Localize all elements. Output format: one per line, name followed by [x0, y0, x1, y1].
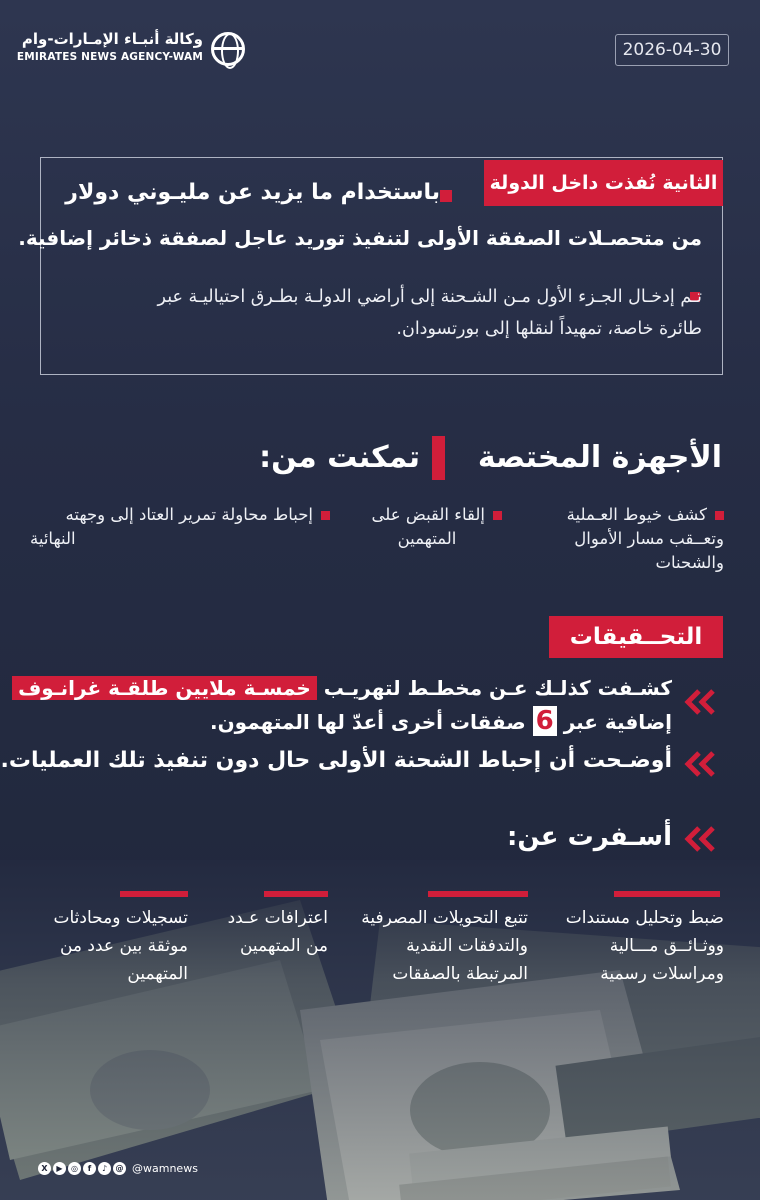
result-line: اعترافات عـدد — [227, 908, 328, 928]
result-line: موثقة بين عدد من — [59, 936, 188, 956]
threads-icon[interactable]: @ — [113, 1162, 126, 1175]
x-icon[interactable]: X — [38, 1162, 51, 1175]
item-line: المتهمين — [397, 529, 457, 548]
authorities-item — [352, 503, 502, 551]
bullet-square-icon — [440, 190, 452, 202]
globe-icon — [211, 32, 245, 66]
investigation-line-3: أوضـحت أن إحباط الشحنة الأولى حال دون تنفيذ تلك العمليات. — [0, 748, 672, 773]
item-line: كشف خيوط العـملية — [566, 505, 707, 524]
highlight-number: 6 — [533, 706, 557, 736]
item-line: والشحنات — [655, 553, 724, 572]
tiktok-icon[interactable]: ♪ — [98, 1162, 111, 1175]
investigations-tag: التحــقيقات — [549, 616, 723, 658]
result-item — [208, 904, 328, 960]
item-line: إلقاء القبض على — [371, 505, 485, 524]
box-line-4: طائرة خاصة، تمهيداً لنقلها إلى بورتسودان. — [396, 319, 702, 339]
double-chevron-icon — [683, 688, 721, 716]
wam-logo — [16, 30, 245, 70]
investigation-line-2 — [210, 706, 672, 736]
item-line: النهائية — [30, 529, 76, 548]
result-line: تسجيلات ومحادثات — [53, 908, 188, 928]
authorities-heading-a: الأجهزة المختصة — [477, 440, 722, 475]
item-line: إحباط محاولة تمرير العتاد إلى وجهته — [65, 505, 313, 524]
social-handle[interactable]: @wamnews — [132, 1161, 198, 1175]
result-bar — [614, 891, 720, 897]
investigation-text: كشـفت كذلـك عـن مخطـط لتهريـب — [316, 676, 672, 700]
logo-arabic-text: وكالة أنبـاء الإمـارات-وام — [21, 30, 203, 48]
facebook-icon[interactable]: f — [83, 1162, 96, 1175]
box-headline: باستخدام ما يزيد عن مليـوني دولار — [65, 180, 440, 205]
investigation-line-1 — [12, 676, 672, 700]
bullet-square-icon — [715, 511, 724, 520]
result-line: المتهمين — [127, 964, 188, 984]
box-line-3: تـم إدخـال الجـزء الأول مـن الشـحنة إلى أراضي الدولـة بطـرق احتياليـة عبر — [157, 287, 702, 307]
result-line: ضبط وتحليل مستندات — [565, 908, 724, 928]
item-line: وتعــقب مسار الأموال — [574, 529, 724, 548]
logo-english-text: EMIRATES NEWS AGENCY-WAM — [16, 51, 203, 63]
authorities-item — [524, 503, 724, 575]
bullet-square-icon — [321, 511, 330, 520]
heading-divider-bar — [432, 436, 445, 480]
investigation-highlight: خمسـة ملايين طلقـة غرانـوف — [12, 676, 317, 700]
double-chevron-icon — [683, 750, 721, 778]
investigation-text: إضافية عبر — [563, 710, 672, 734]
result-item — [18, 904, 188, 988]
date-text: 2026-04-30 — [622, 40, 722, 60]
result-item — [534, 904, 724, 988]
youtube-icon[interactable]: ▶ — [53, 1162, 66, 1175]
date-badge — [615, 34, 729, 66]
results-heading: أسـفرت عن: — [507, 822, 672, 852]
social-bar — [38, 1158, 198, 1178]
result-line: من المتهمين — [239, 936, 328, 956]
authorities-item — [30, 503, 330, 551]
result-bar — [428, 891, 528, 897]
result-line: تتبع التحويلات المصرفية — [361, 908, 528, 928]
investigation-text: صفقات أخرى أعدّ لها المتهمون. — [209, 710, 526, 734]
authorities-heading-b: تمكنت من: — [259, 440, 420, 475]
box-line-2: من متحصـلات الصفقة الأولى لتنفيذ توريد عاجل لصفقة ذخائر إضافية. — [18, 226, 702, 250]
result-line: المرتبطة بالصفقات — [392, 964, 528, 984]
double-chevron-icon — [683, 825, 721, 853]
result-item — [332, 904, 528, 988]
box-tag: الثانية نُفذت داخل الدولة — [484, 160, 723, 206]
result-bar — [120, 891, 188, 897]
instagram-icon[interactable]: ◎ — [68, 1162, 81, 1175]
result-line: ووثـائــق مـــالية — [609, 936, 724, 956]
result-line: والتدفقات النقدية — [406, 936, 528, 956]
bullet-square-icon — [493, 511, 502, 520]
result-line: ومراسلات رسمية — [600, 964, 724, 984]
result-bar — [264, 891, 328, 897]
